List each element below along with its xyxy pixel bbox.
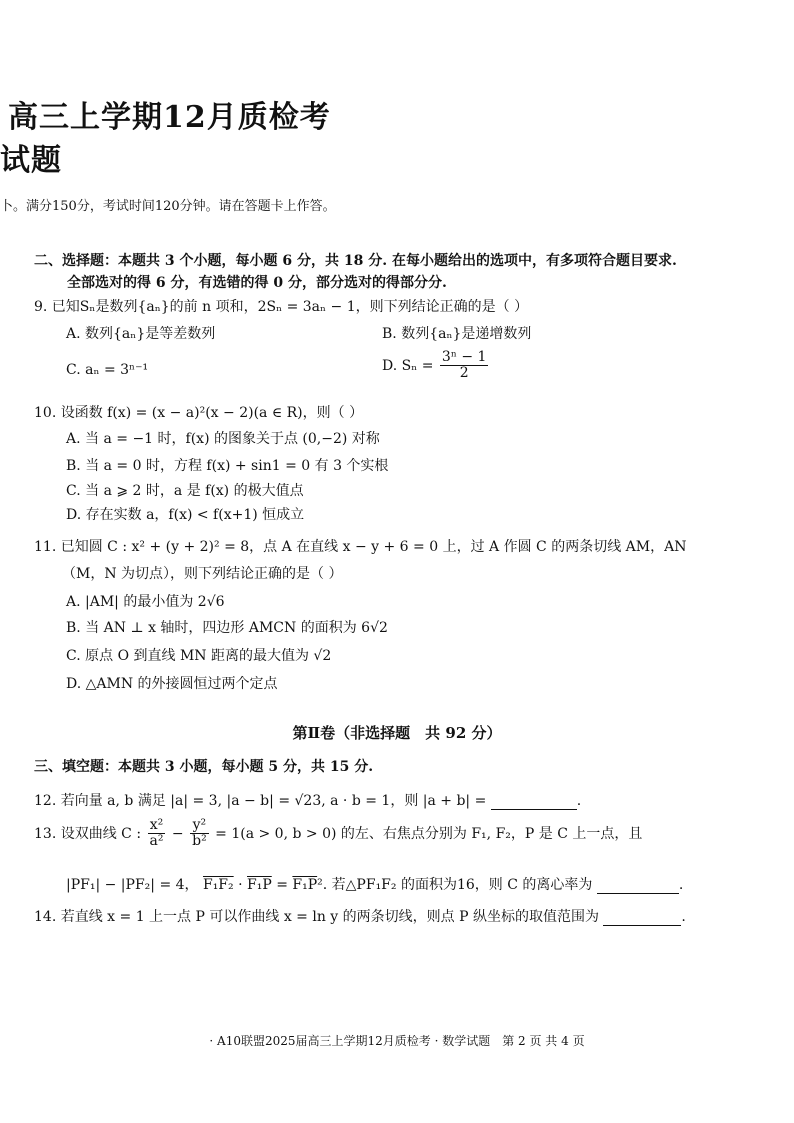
q13-x-num: x²: [148, 818, 166, 834]
section2-heading-cont: 全部选对的得 6 分，有选错的得 0 分，部分选对的得部分分.: [67, 275, 447, 291]
q13-line2-b: . 若△PF₁F₂ 的面积为16，则 C 的离心率为: [322, 877, 593, 893]
q11-option-a: A. |AM| 的最小值为 2√6: [66, 594, 225, 610]
q13-lead: 13. 设双曲线 C :: [34, 825, 142, 842]
exam-notice: 卜。满分150分，考试时间120分钟。请在答题卡上作答。: [0, 199, 336, 214]
q9-option-a: A. 数列{aₙ}是等差数列: [66, 326, 216, 342]
q13-eq: =: [271, 877, 293, 893]
section2-heading: 二、选择题：本题共 3 个小题，每小题 6 分，共 18 分. 在每小题给出的选项中，有多项符合题目要求.: [34, 253, 677, 269]
q10-option-d: D. 存在实数 a，f(x) < f(x+1) 恒成立: [66, 507, 305, 523]
q13-y-den: b²: [192, 833, 207, 850]
section3-heading: 三、填空题：本题共 3 小题，每小题 5 分，共 15 分.: [34, 759, 374, 775]
q9-option-c: C. aₙ = 3ⁿ⁻¹: [66, 362, 149, 378]
q10-option-c: C. 当 a ⩾ 2 时，a 是 f(x) 的极大值点: [66, 483, 304, 499]
q9-stem: 9. 已知Sₙ是数列{aₙ}的前 n 项和，2Sₙ = 3aₙ − 1，则下列结论正确的是（ ）: [34, 299, 529, 315]
q11-stem-line1: 11. 已知圆 C : x² + (y + 2)² = 8，点 A 在直线 x − y + 6 = 0 上，过 A 作圆 C 的两条切线 AM，AN: [34, 539, 687, 555]
part2-title: 第Ⅱ卷（非选择题 共 92 分）: [292, 724, 502, 742]
q9-option-d-label: D. Sₙ =: [382, 357, 434, 374]
q9-option-d: [382, 350, 490, 382]
exam-title-line1: 高三上学期12月质检考: [8, 100, 331, 135]
q12: [34, 790, 581, 810]
q9-option-d-fraction: [440, 350, 489, 382]
q13-rest: = 1(a > 0, b > 0) 的左、右焦点分别为 F₁, F₂，P 是 C 上一点，且: [215, 825, 643, 842]
q14: [34, 906, 686, 926]
exam-title-line2: 试题: [0, 143, 62, 178]
q13-end: .: [678, 877, 684, 893]
q13-vector-f1p: F₁P: [247, 877, 272, 893]
q10-option-a: A. 当 a = −1 时，f(x) 的图象关于点 (0,−2) 对称: [66, 431, 380, 447]
q13-x-fraction: [148, 818, 166, 850]
q13-y-fraction: [190, 818, 209, 850]
q13-square: ²: [317, 877, 323, 893]
q13-vector-f1p-squared: F₁P: [292, 877, 318, 893]
q9-option-d-denominator: 2: [459, 365, 469, 382]
q13-x-den: a²: [149, 833, 164, 850]
q13-answer-blank[interactable]: [597, 893, 679, 894]
q11-option-b: B. 当 AN ⊥ x 轴时，四边形 AMCN 的面积为 6√2: [66, 620, 388, 636]
q12-stem: 12. 若向量 a, b 满足 |a| = 3, |a − b| = √23, a · b = 1，则 |a + b| =: [34, 793, 487, 809]
q14-end: .: [681, 909, 686, 925]
q13-line1: [34, 818, 642, 850]
q13-minus: −: [171, 825, 184, 842]
q13-line2-a: |PF₁| − |PF₂| = 4，: [66, 877, 199, 893]
q11-stem-line2: （M，N 为切点），则下列结论正确的是（ ）: [62, 566, 343, 582]
q13-dot: ·: [233, 877, 247, 893]
q14-answer-blank[interactable]: [603, 925, 681, 926]
q13-y-num: y²: [190, 818, 209, 834]
q13-line2: [66, 874, 683, 894]
q12-answer-blank[interactable]: [491, 809, 577, 810]
q9-option-d-numerator: 3ⁿ − 1: [441, 349, 487, 365]
q11-option-c: C. 原点 O 到直线 MN 距离的最大值为 √2: [66, 648, 332, 664]
q12-end: .: [576, 793, 582, 809]
q9-option-b: B. 数列{aₙ}是递增数列: [382, 326, 532, 342]
q14-stem: 14. 若直线 x = 1 上一点 P 可以作曲线 x = ln y 的两条切线，则点 P 纵坐标的取值范围为: [34, 909, 599, 925]
q10-stem: 10. 设函数 f(x) = (x − a)²(x − 2)(a ∈ R)，则（ ）: [34, 405, 364, 421]
q13-vector-f1f2: F₁F₂: [202, 877, 234, 893]
q11-option-d: D. △AMN 的外接圆恒过两个定点: [66, 676, 278, 692]
page-footer: · A10联盟2025届高三上学期12月质检考 · 数学试题 第 2 页 共 4 页: [209, 1034, 585, 1048]
q10-option-b: B. 当 a = 0 时，方程 f(x) + sin1 = 0 有 3 个实根: [66, 458, 389, 474]
